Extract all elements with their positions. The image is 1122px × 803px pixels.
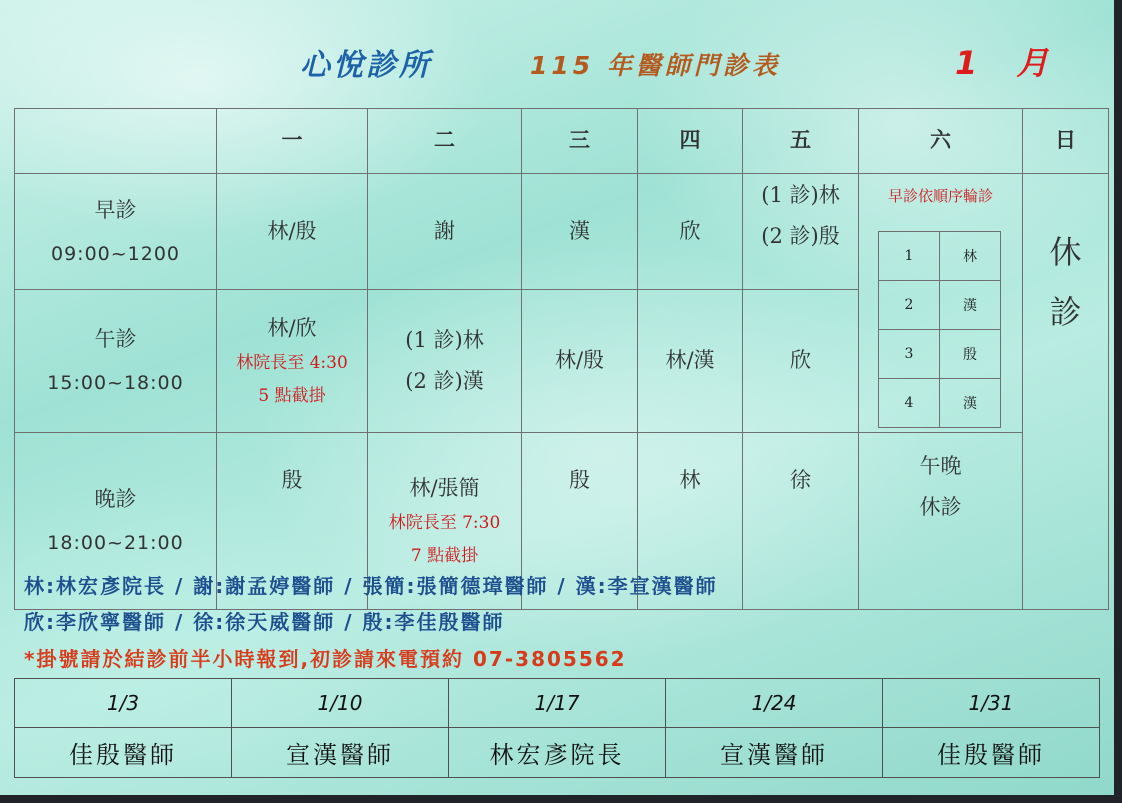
morning-wed: 漢 [522, 174, 638, 290]
evening-tue-doc: 林/張簡 [409, 475, 480, 500]
morning-slot [15, 174, 217, 290]
month-label: 1 月 [955, 44, 1063, 82]
weekday-header-row [15, 109, 1109, 174]
rotation-doc: 漢 [940, 379, 1001, 428]
rotation-row [879, 379, 1001, 428]
afternoon-fri: 欣 [743, 290, 859, 433]
saturday-doctor-row [15, 728, 1100, 778]
afternoon-mon-doc: 林/欣 [267, 315, 317, 340]
afternoon-label: 午診 [94, 327, 137, 351]
rotation-doc: 林 [940, 232, 1001, 281]
saturday-doctor: 宣漢醫師 [232, 728, 449, 778]
screen-edge-right [1114, 0, 1122, 803]
registration-note: *掛號請於結診前半小時報到,初診請來電預約 07-3805562 [24, 647, 627, 671]
saturday-date: 1/31 [883, 679, 1100, 728]
tue-clinic-1: (1 診)林 [405, 327, 484, 352]
evening-time: 18:00~21:00 [47, 532, 184, 555]
saturday-doctor: 佳殷醫師 [883, 728, 1100, 778]
morning-label: 早診 [94, 197, 137, 222]
saturday-doctor: 佳殷醫師 [15, 728, 232, 778]
corner-cell [15, 109, 217, 174]
rotation-num: 3 [879, 330, 940, 379]
fri-clinic-1: (1 診)林 [761, 183, 840, 207]
saturday-date-row [15, 679, 1100, 728]
sunday-closed-2: 診 [1049, 293, 1082, 331]
weekday-wed: 三 [522, 109, 638, 174]
weekday-thu: 四 [638, 109, 743, 174]
saturday-doctor: 林宏彥院長 [449, 728, 666, 778]
rotation-table [878, 231, 1001, 428]
screen-edge-bottom [0, 795, 1122, 803]
evening-label: 晚診 [94, 487, 137, 511]
evening-mon: 殷 [217, 433, 368, 610]
rotation-num: 4 [879, 379, 940, 428]
saturday-date: 1/17 [449, 679, 666, 728]
morning-time: 09:00~1200 [50, 242, 181, 265]
rotation-num: 2 [879, 281, 940, 330]
weekday-tue: 二 [368, 109, 522, 174]
evening-sat [859, 433, 1023, 610]
afternoon-mon-cutoff: 5 點截掛 [258, 385, 326, 406]
saturday-date: 1/3 [15, 679, 232, 728]
morning-thu: 欣 [638, 174, 743, 290]
afternoon-mon [217, 290, 368, 433]
evening-sat-1: 午晚 [919, 454, 962, 478]
afternoon-tue [368, 290, 522, 433]
evening-wed: 殷 [522, 433, 638, 610]
rotation-row [879, 281, 1001, 330]
doctor-legend-line-1: 林:林宏彥院長 / 謝:謝孟婷醫師 / 張簡:張簡德璋醫師 / 漢:李宣漢醫師 [24, 574, 718, 598]
doctor-legend-line-2: 欣:李欣寧醫師 / 徐:徐天威醫師 / 殷:李佳殷醫師 [24, 610, 505, 634]
rotation-num: 1 [879, 232, 940, 281]
weekday-sun: 日 [1023, 109, 1109, 174]
saturday-doctor-table [14, 678, 1100, 778]
sunday-closed-cell [1023, 174, 1109, 610]
rotation-doc: 殷 [940, 330, 1001, 379]
weekday-sat: 六 [859, 109, 1023, 174]
morning-fri [743, 174, 859, 290]
morning-tue: 謝 [368, 174, 522, 290]
saturday-date: 1/10 [232, 679, 449, 728]
saturday-doctor: 宣漢醫師 [666, 728, 883, 778]
evening-sat-2: 休診 [919, 495, 962, 520]
rotation-row [879, 232, 1001, 281]
schedule-title: 115 年醫師門診表 [530, 51, 781, 80]
weekday-mon: 一 [217, 109, 368, 174]
evening-fri: 徐 [743, 433, 859, 610]
afternoon-thu: 林/漢 [638, 290, 743, 433]
clinic-name: 心悅診所 [300, 48, 432, 83]
evening-thu: 林 [638, 433, 743, 610]
afternoon-wed: 林/殷 [522, 290, 638, 433]
morning-mon: 林/殷 [217, 174, 368, 290]
rotation-row [879, 330, 1001, 379]
afternoon-mon-note: 林院長至 4:30 [236, 352, 348, 373]
afternoon-slot [15, 290, 217, 433]
sunday-closed-1: 休 [1049, 233, 1082, 271]
rotation-doc: 漢 [940, 281, 1001, 330]
evening-tue-note: 林院長至 7:30 [388, 512, 501, 533]
page-title [0, 40, 1114, 84]
saturday-date: 1/24 [666, 679, 883, 728]
weekday-fri: 五 [743, 109, 859, 174]
tue-clinic-2: (2 診)漢 [405, 369, 484, 393]
rotation-title: 早診依順序輪診 [887, 187, 993, 205]
fri-clinic-2: (2 診)殷 [761, 224, 840, 249]
evening-tue-cutoff: 7 點截掛 [410, 545, 479, 566]
afternoon-time: 15:00~18:00 [47, 372, 184, 395]
